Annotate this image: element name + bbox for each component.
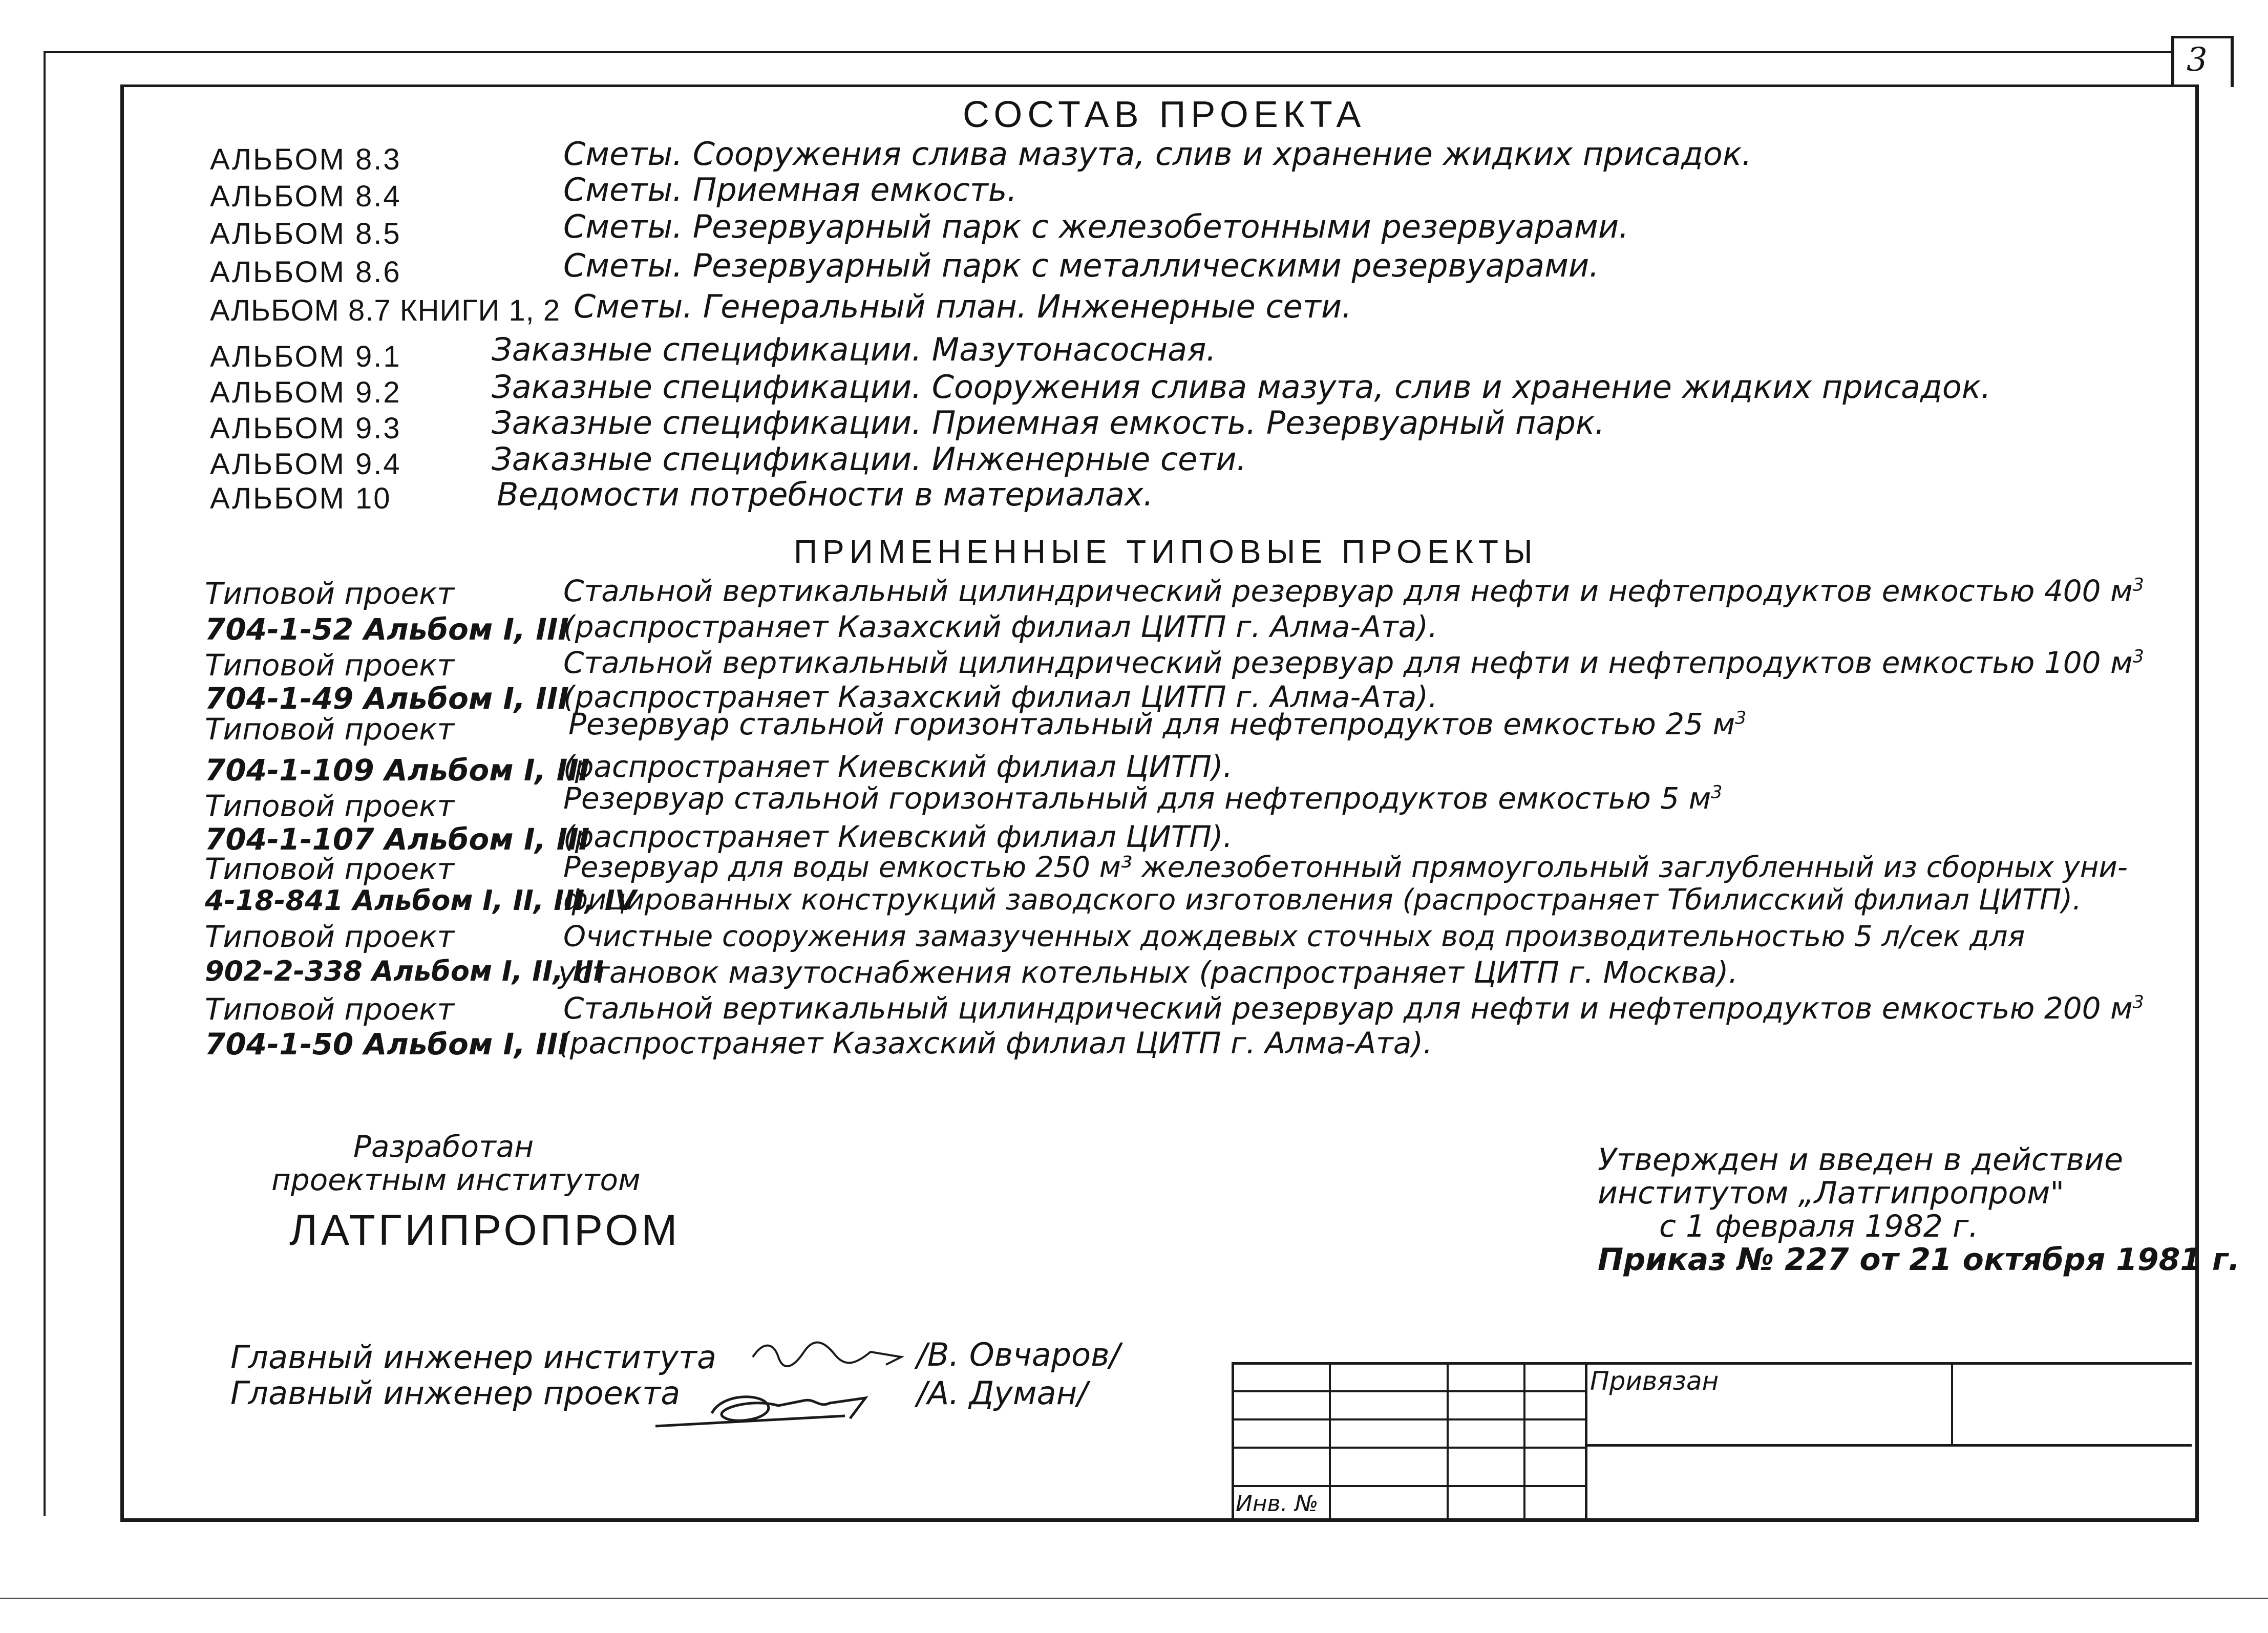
project-number: 704-1-49 Альбом I, III — [205, 681, 569, 716]
album-label: АЛЬБОМ 8.7 КНИГИ 1, 2 — [210, 294, 561, 327]
project-label: Типовой проект — [205, 648, 455, 683]
album-label: АЛЬБОМ 9.3 — [210, 412, 401, 445]
album-label: АЛЬБОМ 9.2 — [210, 376, 401, 409]
developer-line1: Разработан — [353, 1129, 534, 1164]
tb-vline — [1232, 1362, 1234, 1518]
project-distributor: фицированных конструкций заводского изготовления (распространяет Тбилисский филиал ЦИТП). — [563, 883, 2082, 917]
album-desc: Сметы. Приемная емкость. — [563, 171, 1018, 208]
album-desc: Сметы. Сооружения слива мазута, слив и хранение жидких присадок. — [563, 135, 1752, 173]
signature-scribble-2 — [650, 1377, 917, 1439]
approval-line4: Приказ № 227 от 21 октября 1981 г. — [1598, 1242, 2240, 1278]
album-desc: Заказные спецификации. Мазутонасосная. — [492, 331, 1217, 368]
album-desc: Ведомости потребности в материалах. — [497, 476, 1154, 513]
album-label: АЛЬБОМ 10 — [210, 482, 392, 515]
album-desc: Заказные спецификации. Приемная емкость. Резервуарный парк. — [492, 404, 1605, 441]
tb-vline — [1523, 1362, 1525, 1518]
project-distributor: установок мазутоснабжения котельных (распространяет ЦИТП г. Москва). — [558, 955, 1738, 990]
project-desc: Резервуар стальной горизонтальный для нефтепродуктов емкостью 5 $м^3$ — [563, 781, 1723, 816]
signature-role: Главный инженер института — [230, 1339, 717, 1376]
approval-line1: Утвержден и введен в действие — [1598, 1142, 2124, 1178]
title-block — [1232, 1362, 2192, 1518]
tb-hline — [1232, 1485, 1585, 1487]
tb-vline — [1329, 1362, 1331, 1518]
project-label: Типовой проект — [205, 919, 455, 954]
project-distributor: (распространяет Киевский филиал ЦИТП). — [563, 749, 1233, 784]
signature-role: Главный инженер проекта — [230, 1374, 681, 1412]
project-distributor: (распространяет Казахский филиал ЦИТП г. Алма-Ата). — [563, 680, 1438, 714]
signature-name: /В. Овчаров/ — [917, 1336, 1120, 1373]
outer-left-line — [44, 51, 46, 1516]
tb-vline — [1447, 1362, 1449, 1518]
outer-top-line — [44, 51, 2171, 53]
album-label: АЛЬБОМ 9.1 — [210, 340, 401, 373]
project-number: 902-2-338 Альбом I, II, III — [205, 955, 604, 987]
developer-line2: проектным институтом — [271, 1162, 641, 1197]
album-label: АЛЬБОМ 8.5 — [210, 217, 401, 250]
project-distributor: (распространяет Киевский филиал ЦИТП). — [563, 819, 1233, 854]
album-label: АЛЬБОМ 9.4 — [210, 448, 401, 481]
album-desc: Заказные спецификации. Инженерные сети. — [492, 440, 1247, 478]
heading-typical-projects: ПРИМЕНЕННЫЕ ТИПОВЫЕ ПРОЕКТЫ — [794, 533, 1538, 570]
album-label: АЛЬБОМ 8.6 — [210, 256, 401, 289]
album-label: АЛЬБОМ 8.4 — [210, 180, 401, 213]
tied-label: Привязан — [1590, 1366, 1719, 1396]
album-desc: Сметы. Резервуарный парк с металлическими резервуарами. — [563, 247, 1599, 284]
project-number: 704-1-109 Альбом I, III — [205, 753, 590, 788]
approval-line2: институтом „Латгипропром" — [1598, 1175, 2064, 1211]
album-label: АЛЬБОМ 8.3 — [210, 143, 401, 176]
project-number: 704-1-50 Альбом I, III — [205, 1027, 569, 1062]
project-distributor: (распространяет Казахский филиал ЦИТП г. Алма-Ата). — [558, 1026, 1433, 1061]
tb-hline — [1232, 1418, 1585, 1420]
tb-hline — [1232, 1390, 1585, 1392]
album-desc: Сметы. Генеральный план. Инженерные сети. — [574, 288, 1352, 325]
developer-name: ЛАТГИПРОПРОМ — [289, 1206, 681, 1254]
project-desc: Резервуар стальной горизонтальный для нефтепродуктов емкостью 25 $м^3$ — [568, 707, 1747, 741]
signature-name: /А. Думан/ — [917, 1374, 1088, 1412]
project-desc: Стальной вертикальный цилиндрический резервуар для нефти и нефтепродуктов емкостью 400 $м^3$ — [563, 574, 2144, 608]
sheet-number: 3 — [2187, 41, 2208, 79]
project-label: Типовой проект — [205, 992, 455, 1027]
project-number: 704-1-107 Альбом I, III — [205, 822, 590, 857]
project-distributor: (распространяет Казахский филиал ЦИТП г. Алма-Ата). — [563, 609, 1438, 644]
tb-hline — [1232, 1362, 2192, 1365]
project-number: 704-1-52 Альбом I, III — [205, 612, 569, 647]
album-desc: Заказные спецификации. Сооружения слива мазута, слив и хранение жидких присадок. — [492, 368, 1991, 406]
project-label: Типовой проект — [205, 789, 455, 823]
project-label: Типовой проект — [205, 576, 455, 611]
tb-hline — [1232, 1447, 1585, 1449]
project-desc: Стальной вертикальный цилиндрический резервуар для нефти и нефтепродуктов емкостью 100 $м^3$ — [563, 645, 2144, 680]
tb-hline — [1585, 1444, 2192, 1447]
approval-line3: с 1 февраля 1982 г. — [1659, 1208, 1979, 1244]
project-desc: Стальной вертикальный цилиндрический резервуар для нефти и нефтепродуктов емкостью 200 $м^3$ — [563, 991, 2144, 1026]
project-label: Типовой проект — [205, 712, 455, 747]
tb-vline — [1951, 1362, 1953, 1446]
inventory-number-label: Инв. № — [1236, 1491, 1319, 1517]
bottom-cut-line — [0, 1598, 2268, 1599]
tb-vline — [1585, 1362, 1587, 1518]
project-desc: Очистные сооружения замазученных дождевых сточных вод производительностью 5 л/сек для — [563, 920, 2025, 953]
project-desc: Резервуар для воды емкостью 250 м³ железобетонный прямоугольный заглубленный из сборных уни- — [563, 851, 2128, 884]
signature-scribble-1 — [748, 1337, 917, 1372]
project-label: Типовой проект — [205, 852, 455, 886]
project-number: 4-18-841 Альбом I, II, III, IV — [205, 884, 637, 917]
heading-composition: СОСТАВ ПРОЕКТА — [963, 94, 1366, 135]
album-desc: Сметы. Резервуарный парк с железобетонными резервуарами. — [563, 208, 1629, 245]
